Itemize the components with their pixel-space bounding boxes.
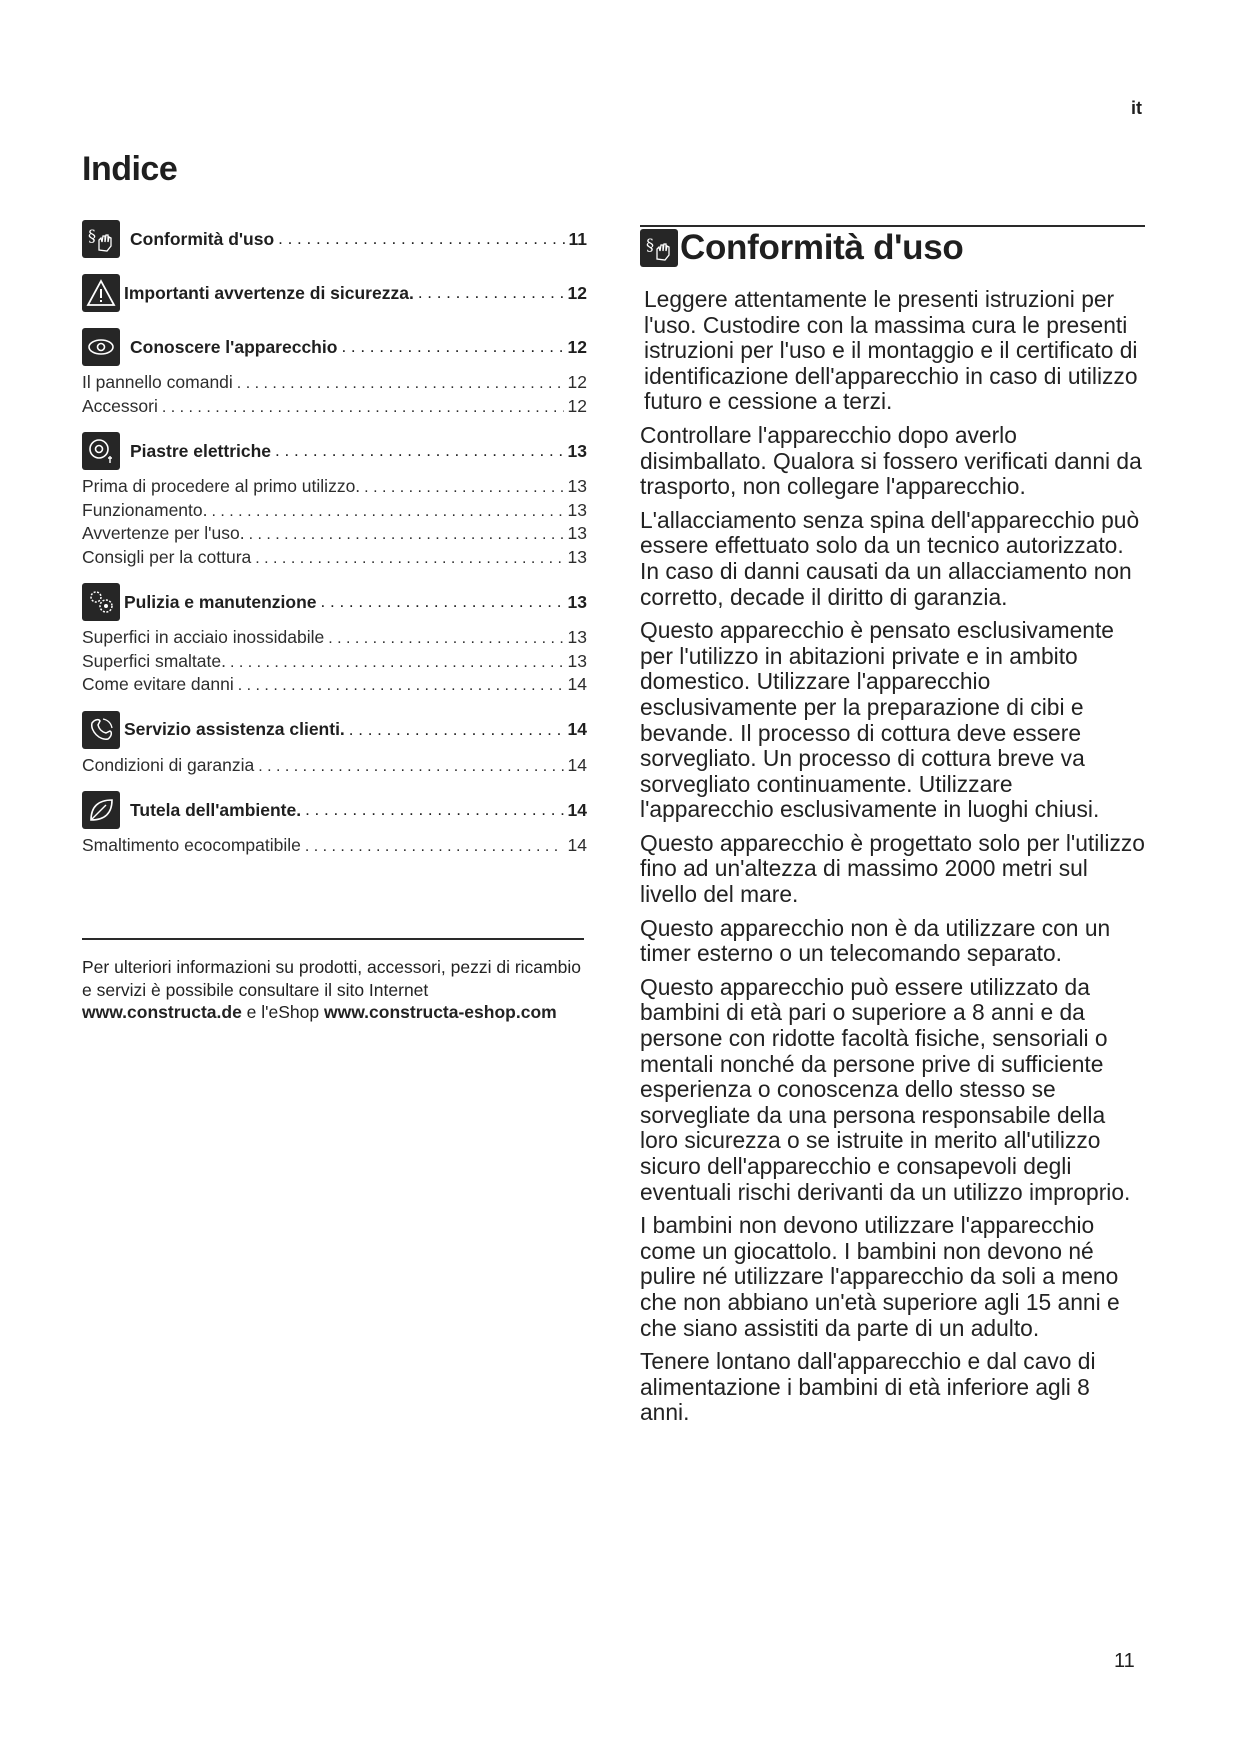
toc-entry[interactable]	[82, 217, 587, 261]
toc-leader	[341, 337, 563, 357]
toc-entry-title: Piastre elettriche	[130, 440, 272, 461]
info-text: Per ulteriori informazioni su prodotti, accessori, pezzi di ricambio e servizi è possibile consultare il sito Internet	[82, 957, 581, 1000]
toc-leader	[258, 758, 563, 776]
toc-leader	[275, 441, 563, 461]
toc-leader	[238, 677, 564, 695]
toc-entry-page: 13	[567, 440, 587, 461]
toc-subentry[interactable]	[82, 523, 587, 547]
toc-leader	[230, 654, 564, 672]
toc-section	[82, 708, 587, 779]
svg-text:§: §	[88, 226, 96, 245]
toc-entry[interactable]	[82, 708, 587, 752]
toc-subentry[interactable]	[82, 674, 587, 698]
toc-subentry-page: 13	[567, 476, 587, 496]
paragraph: Questo apparecchio può essere utilizzato da bambini di età pari o superiore a 8 anni e da persone con ridotte facoltà fisiche, sensoriali o mentali nonché da persone prive di sufficiente esperienza o conoscenza dello stesso se sorvegliate da una persona responsabile della loro sicurezza o se istruite in merito all'utilizzo sicuro dell'apparecchio e consapevoli degli eventuali rischi derivanti da un utilizzo improprio.	[640, 973, 1131, 1205]
phone-icon	[82, 711, 120, 749]
toc-subentry-title: Funzionamento.	[82, 499, 208, 520]
toc-leader	[305, 838, 564, 856]
toc-section	[82, 271, 587, 315]
divider	[82, 938, 584, 940]
toc-subentry-page: 13	[567, 650, 587, 671]
section-hand-icon	[82, 220, 120, 258]
toc-subentry-title: Consigli per la cottura	[82, 546, 252, 567]
toc-leader	[212, 503, 564, 521]
toc-subentry[interactable]	[82, 476, 587, 500]
toc-leader	[321, 592, 564, 612]
toc-subentry[interactable]	[82, 396, 587, 420]
toc-leader	[364, 479, 563, 497]
toc-subentry-title: Smaltimento ecocompatibile	[82, 835, 301, 855]
section-heading	[640, 228, 964, 268]
language-code: it	[1131, 98, 1142, 118]
toc-subentry-title: Il pannello comandi	[82, 372, 233, 392]
toc-subentry[interactable]	[82, 651, 587, 675]
toc-leader	[328, 630, 563, 648]
toc-subentry[interactable]	[82, 755, 587, 779]
toc-subentry[interactable]	[82, 372, 587, 396]
toc-subentry-title: Prima di procedere al primo utilizzo.	[82, 476, 361, 496]
toc-entry-title: Tutela dell'ambiente.	[130, 799, 302, 820]
paragraph: Questo apparecchio è progettato solo per l'utilizzo fino ad un'altezza di massimo 2000 metri sul livello del mare.	[640, 829, 1145, 908]
toc-subentry-page: 12	[567, 395, 587, 416]
toc-entry-page: 11	[568, 228, 587, 249]
toc-subentry-title: Come evitare danni	[82, 674, 234, 694]
toc-entry-page: 14	[567, 799, 587, 820]
section-title: Conformità d'uso	[680, 228, 964, 267]
page-number: 11	[1114, 1650, 1135, 1672]
toc-subentry-page: 12	[567, 372, 587, 392]
toc-entry-title: Servizio assistenza clienti.	[124, 719, 345, 739]
section-hand-icon	[640, 229, 678, 267]
toc-leader	[349, 720, 564, 740]
toc-leader	[418, 283, 564, 303]
toc-entry[interactable]	[82, 429, 587, 473]
toc-entry-page: 14	[567, 719, 587, 739]
paragraph: Leggere attentamente le presenti istruzioni per l'uso. Custodire con la massima cura le presenti istruzioni per l'uso e il montaggio e il certificato di identificazione dell'apparecchio in caso di utilizzo futuro e cessione a terzi.	[644, 286, 1138, 415]
toc-section	[82, 580, 587, 698]
toc-entry-page: 13	[567, 591, 587, 612]
toc-entry-title: Conoscere l'apparecchio	[130, 336, 338, 357]
toc-section	[82, 429, 587, 570]
toc-subentry[interactable]	[82, 835, 587, 859]
eye-icon	[82, 328, 120, 366]
paragraph: Tenere lontano dall'apparecchio e dal cavo di alimentazione i bambini di età inferiore agli 8 anni.	[640, 1348, 1096, 1426]
table-of-contents	[82, 150, 587, 869]
paragraph: Controllare l'apparecchio dopo averlo disimballato. Qualora si fossero verificati danni da trasporto, non collegare l'apparecchio.	[640, 421, 1142, 500]
toc-section	[82, 217, 587, 261]
cleaning-icon	[82, 583, 120, 621]
divider	[640, 225, 1145, 227]
toc-entry-page: 12	[567, 282, 587, 303]
toc-entry[interactable]	[82, 580, 587, 624]
toc-subentry[interactable]	[82, 627, 587, 651]
toc-leader	[237, 375, 564, 393]
paragraph: Questo apparecchio non è da utilizzare con un timer esterno o un telecomando separato.	[640, 914, 1111, 967]
toc-subentry-page: 13	[567, 499, 587, 520]
info-note	[82, 956, 587, 1024]
toc-subentry[interactable]	[82, 500, 587, 524]
toc-leader	[255, 550, 563, 568]
eshop-link[interactable]: www.constructa-eshop.com	[323, 1002, 557, 1022]
svg-text:§: §	[646, 235, 654, 254]
toc-subentry-page: 13	[567, 546, 587, 567]
toc-subentry-title: Accessori	[82, 395, 158, 416]
website-link[interactable]: www.constructa.de	[82, 1002, 242, 1022]
toc-title: Indice	[82, 150, 178, 188]
leaf-icon	[82, 791, 120, 829]
toc-leader	[162, 399, 564, 417]
hotplate-icon	[82, 432, 120, 470]
toc-entry-title: Importanti avvertenze di sicurezza.	[124, 282, 414, 303]
toc-entry[interactable]	[82, 788, 587, 832]
toc-section	[82, 788, 587, 859]
toc-subentry-title: Avvertenze per l'uso.	[82, 523, 245, 543]
toc-entry[interactable]	[82, 325, 587, 369]
toc-entry-title: Conformità d'uso	[130, 228, 275, 249]
toc-entry-page: 12	[567, 336, 587, 357]
toc-subentry-page: 13	[567, 627, 587, 647]
toc-subentry-title: Condizioni di garanzia	[82, 754, 255, 775]
toc-subentry-page: 14	[567, 674, 587, 694]
toc-leader	[249, 526, 564, 544]
toc-section	[82, 325, 587, 419]
paragraph: L'allacciamento senza spina dell'apparecchio può essere effettuato solo da un tecnico autorizzato. In caso di danni causati da un allacciamento non corretto, decade il diritto di garanzia.	[640, 506, 1140, 610]
info-text: e l'eShop	[241, 1002, 324, 1022]
toc-subentry-page: 13	[567, 523, 587, 543]
warning-icon	[82, 274, 120, 312]
toc-subentry[interactable]	[82, 547, 587, 571]
section-body	[640, 287, 1145, 1434]
toc-subentry-page: 14	[567, 754, 587, 775]
paragraph: Questo apparecchio è pensato esclusivamente per l'utilizzo in abitazioni private e in ambito domestico. Utilizzare l'apparecchio esclusivamente per la preparazione di cibi e bevande. Il processo di cottura deve essere sorvegliato. Un processo di cottura breve va sorvegliato continuamente. Utilizzare l'apparecchio esclusivamente in luoghi chiusi.	[640, 617, 1114, 823]
toc-subentry-title: Superfici smaltate.	[82, 650, 226, 671]
toc-leader	[305, 800, 563, 820]
toc-subentry-page: 14	[567, 835, 587, 855]
toc-leader	[278, 229, 564, 249]
toc-entry[interactable]	[82, 271, 587, 315]
toc-entry-title: Pulizia e manutenzione	[124, 591, 317, 612]
paragraph: I bambini non devono utilizzare l'apparecchio come un giocattolo. I bambini non devono né pulire né utilizzare l'apparecchio da soli a meno che non abbiano un'età superiore agli 15 anni e che siano assistiti da parte di un adulto.	[640, 1212, 1120, 1341]
toc-subentry-title: Superfici in acciaio inossidabile	[82, 627, 325, 647]
